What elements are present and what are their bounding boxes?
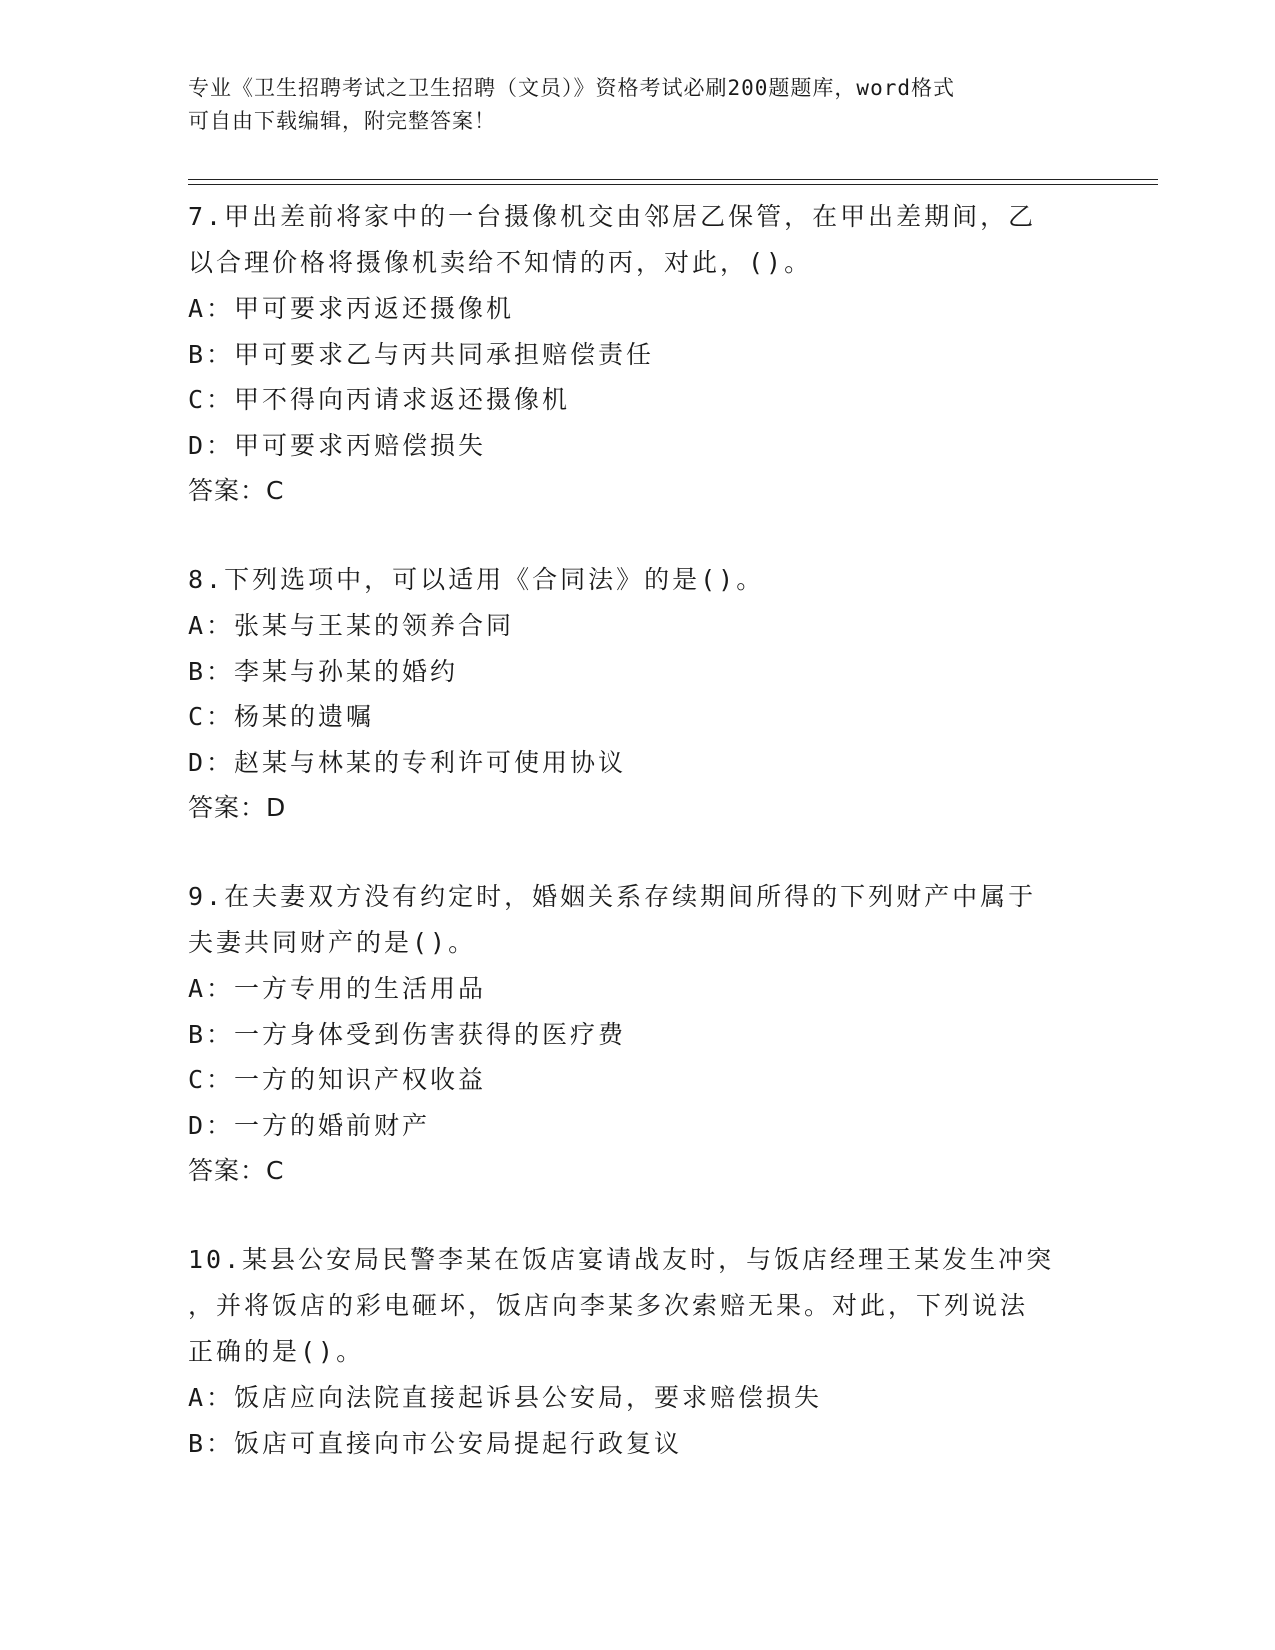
question-block (188, 557, 1088, 830)
answer-option: C：一方的知识产权收益 (188, 1065, 487, 1094)
answer-option: A：甲可要求丙返还摄像机 (188, 294, 515, 323)
header-line: 可自由下载编辑，附完整答案！ (188, 109, 496, 133)
header-divider (188, 184, 1158, 185)
question-stem-line: 10.某县公安局民警李某在饭店宴请战友时，与饭店经理王某发生冲突 (188, 1245, 1055, 1274)
answer-key: 答案：C (188, 476, 285, 505)
answer-key: 答案：D (188, 793, 287, 822)
answer-option: A：饭店应向法院直接起诉县公安局，要求赔偿损失 (188, 1383, 823, 1412)
answer-option: B：饭店可直接向市公安局提起行政复议 (188, 1428, 683, 1458)
question-stem-line: 夫妻共同财产的是()。 (188, 928, 477, 957)
question-stem-line: 8.下列选项中，可以适用《合同法》的是()。 (188, 565, 765, 594)
header-divider (188, 179, 1158, 180)
answer-option: B：李某与孙某的婚约 (188, 656, 459, 686)
question-stem-line: 正确的是()。 (188, 1337, 365, 1366)
answer-option: D：甲可要求丙赔偿损失 (188, 430, 487, 460)
question-block (188, 1237, 1088, 1466)
question-list (188, 194, 1088, 1510)
question-stem-line: 9.在夫妻双方没有约定时，婚姻关系存续期间所得的下列财产中属于 (188, 882, 1037, 911)
question-stem-line: 7.甲出差前将家中的一台摄像机交由邻居乙保管，在甲出差期间，乙 (188, 202, 1037, 231)
answer-option: C：杨某的遗嘱 (188, 702, 375, 731)
header-line: 专业《卫生招聘考试之卫生招聘（文员）》资格考试必刷200题题库，word格式 (188, 76, 955, 100)
answer-option: A：一方专用的生活用品 (188, 974, 487, 1003)
question-block (188, 874, 1088, 1193)
answer-option: D：赵某与林某的专利许可使用协议 (188, 747, 627, 777)
answer-option: C：甲不得向丙请求返还摄像机 (188, 385, 571, 414)
question-stem-line: 以合理价格将摄像机卖给不知情的丙，对此，()。 (188, 248, 813, 277)
question-stem-line: ，并将饭店的彩电砸坏，饭店向李某多次索赔无果。对此，下列说法 (188, 1291, 1029, 1320)
answer-option: B：甲可要求乙与丙共同承担赔偿责任 (188, 339, 655, 369)
answer-key: 答案：C (188, 1156, 285, 1185)
answer-option: A：张某与王某的领养合同 (188, 611, 515, 640)
answer-option: D：一方的婚前财产 (188, 1110, 431, 1140)
question-block (188, 194, 1088, 513)
answer-option: B：一方身体受到伤害获得的医疗费 (188, 1019, 627, 1049)
document-header (188, 72, 1088, 138)
